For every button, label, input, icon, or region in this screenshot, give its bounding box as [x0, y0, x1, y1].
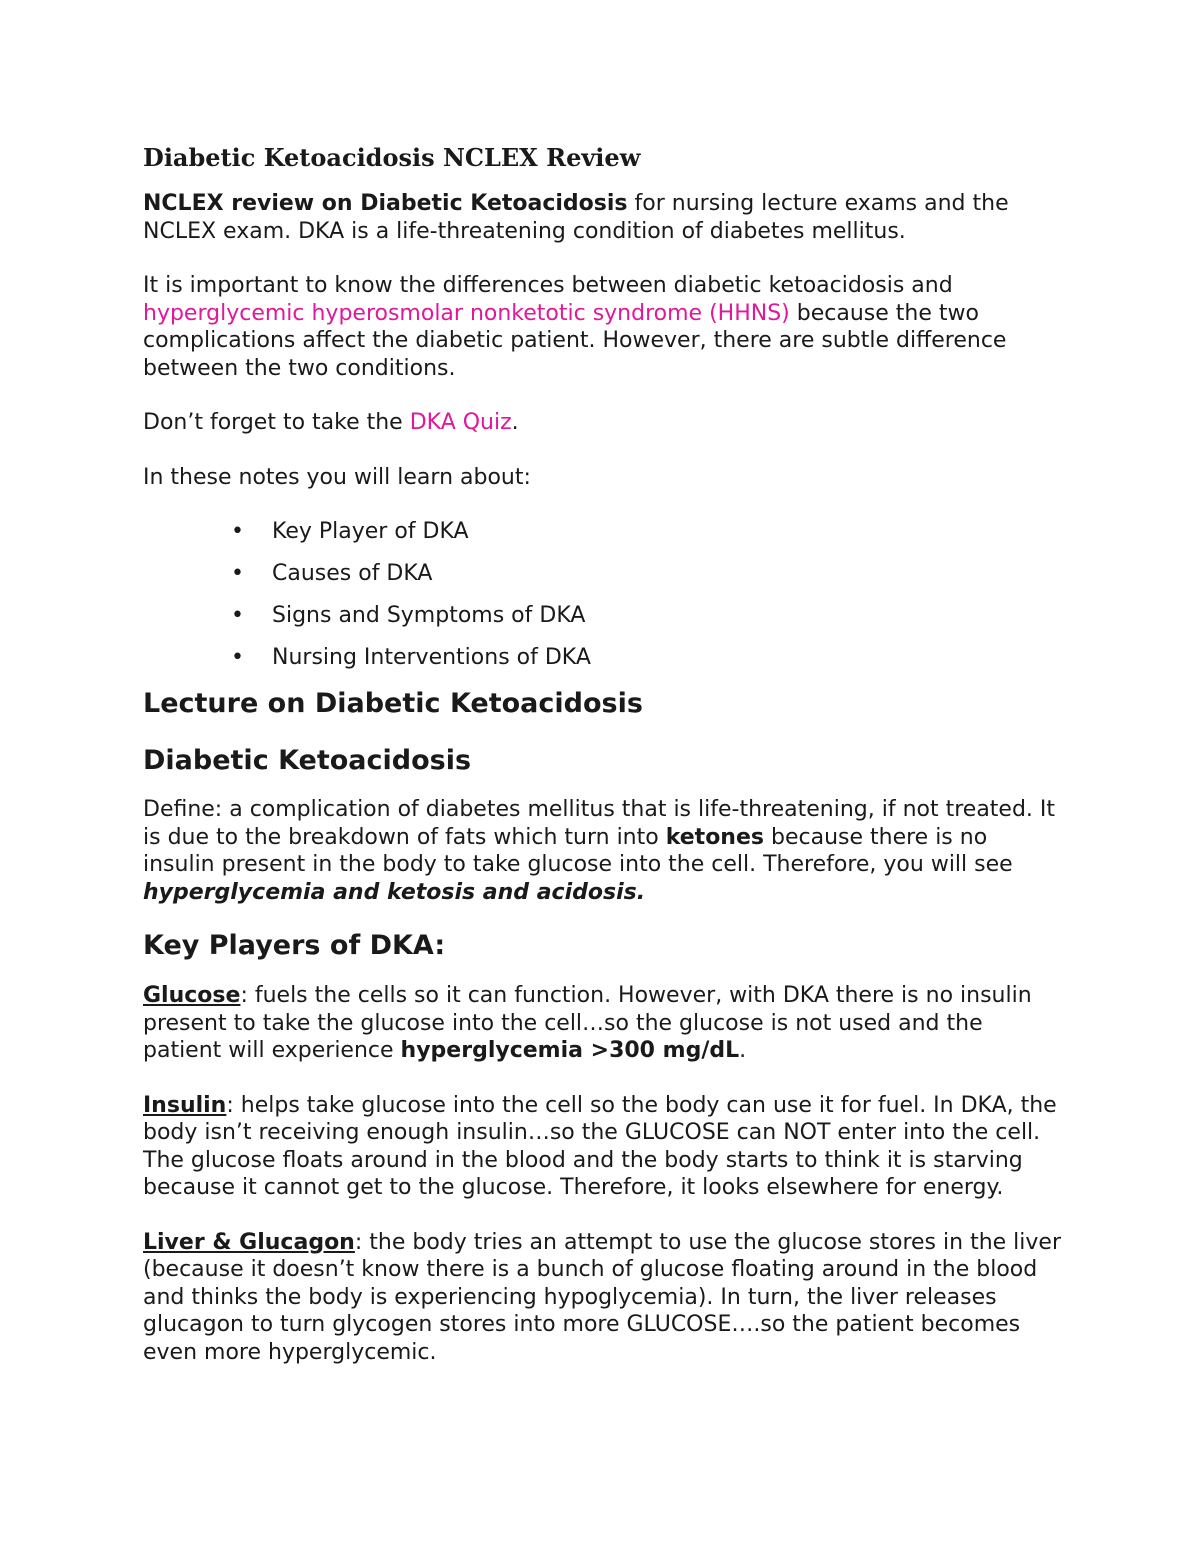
glucose-term: Glucose: [143, 983, 241, 1008]
intro-text: for nursing lecture exams and the NCLEX exam. DKA is a life-threatening condition of diabetes mellitus.: [143, 191, 1009, 244]
bullet-icon: •: [231, 645, 244, 670]
glucose-paragraph: [143, 982, 1063, 1065]
define-text-2: because there is no insulin present in the body to take glucose into the cell. Therefore, you will see: [143, 824, 1013, 877]
ketones-term: ketones: [665, 824, 764, 850]
glucose-bold: hyperglycemia >300 mg/dL: [400, 1038, 740, 1063]
liver-paragraph: [143, 1229, 1063, 1367]
insulin-text: : helps take glucose into the cell so the body can use it for fuel. In DKA, the body isn’t receiving enough insulin…so the GLUCOSE can NOT enter into the cell. The glucose floats around in the blood and the body starts to think it is starving because it cannot get to the glucose. Therefore, it looks elsewhere for energy.: [143, 1092, 1057, 1200]
bullet-icon: •: [231, 561, 244, 586]
define-emphasis: hyperglycemia and ketosis and acidosis.: [143, 879, 646, 905]
intro-paragraph: [143, 190, 1063, 245]
dka-quiz-link[interactable]: DKA Quiz: [409, 410, 512, 435]
list-item-label: Signs and Symptoms of DKA: [272, 603, 586, 628]
differences-paragraph: [143, 272, 1063, 382]
liver-text: : the body tries an attempt to use the glucose stores in the liver (because it doesn’t know there is a bunch of glucose floating around in the blood and thinks the body is experiencing hypoglycemia). In turn, the liver releases glucagon to turn glycogen stores into more GLUCOSE….so the patient becomes even more hyperglycemic.: [143, 1229, 1061, 1365]
define-paragraph: [143, 796, 1063, 906]
intro-bold: NCLEX review on Diabetic Ketoacidosis: [143, 191, 628, 216]
learn-list: [143, 518, 1063, 671]
quiz-paragraph: [143, 409, 1063, 437]
hhns-link[interactable]: hyperglycemic hyperosmolar nonketotic syndrome (HHNS): [143, 300, 790, 326]
define-text-1: Define: a complication of diabetes mellitus that is life-threatening, if not treated. It is due to the breakdown of fats which turn into: [143, 797, 1056, 850]
bullet-icon: •: [231, 603, 244, 628]
glucose-text: : fuels the cells so it can function. However, with DKA there is no insulin present to take the glucose into the cell…so the glucose is not used and the patient will experience: [143, 983, 1032, 1063]
differences-text-after: because the two complications affect the diabetic patient. However, there are subtle difference between the two conditions.: [143, 300, 1007, 381]
key-players-heading: Key Players of DKA:: [143, 930, 446, 961]
list-item-label: Nursing Interventions of DKA: [272, 645, 591, 670]
quiz-text-before: Don’t forget to take the: [143, 410, 410, 435]
document-body: [143, 140, 1063, 1393]
differences-text-before: It is important to know the differences between diabetic ketoacidosis and: [143, 273, 953, 298]
bullet-icon: •: [231, 519, 244, 544]
list-item: [231, 644, 1063, 671]
liver-glucagon-term: Liver & Glucagon: [143, 1229, 355, 1255]
list-item: [231, 518, 1063, 545]
page-title: Diabetic Ketoacidosis NCLEX Review: [143, 143, 641, 172]
list-item-label: Key Player of DKA: [272, 519, 469, 544]
list-item-label: Causes of DKA: [272, 561, 433, 586]
quiz-text-after: .: [511, 410, 519, 435]
lecture-heading: Lecture on Diabetic Ketoacidosis: [143, 688, 643, 719]
insulin-term: Insulin: [143, 1092, 227, 1118]
dka-heading: Diabetic Ketoacidosis: [143, 745, 472, 776]
insulin-paragraph: [143, 1092, 1063, 1202]
list-item: [231, 602, 1063, 629]
glucose-end: .: [739, 1038, 747, 1063]
list-item: [231, 560, 1063, 587]
learn-intro: In these notes you will learn about:: [143, 464, 531, 490]
